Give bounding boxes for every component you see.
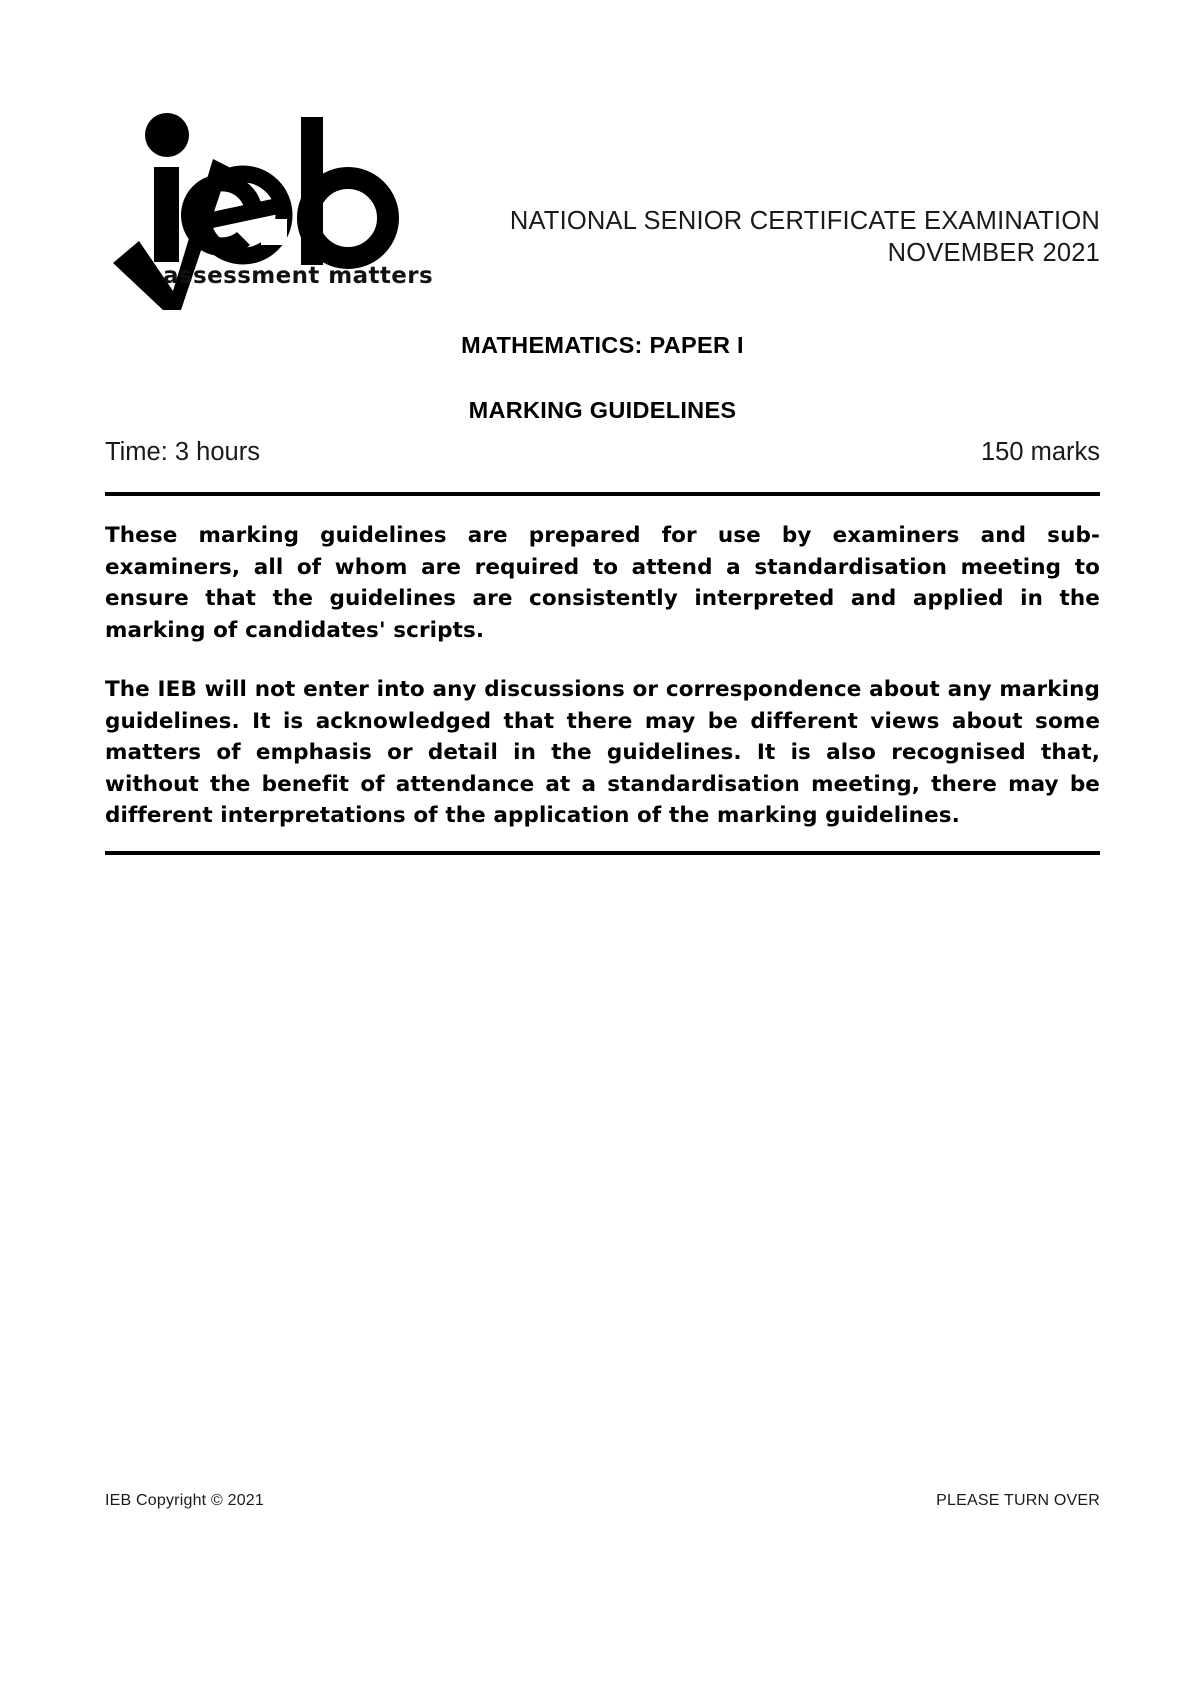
notice-paragraph-1: These marking guidelines are prepared for use by examiners and sub-examiners, all of whom are required to attend a standardisation meeting to ensure that the guidelines are consistently interpreted and applied in the marking of candidates' scripts.	[105, 523, 1100, 643]
horizontal-rule-top	[105, 492, 1100, 496]
ieb-logo	[105, 95, 434, 310]
marking-guidelines-notice	[105, 520, 1100, 832]
document-type-title: MARKING GUIDELINES	[468, 397, 737, 423]
document-header	[105, 95, 1100, 310]
exam-total-marks: 150 marks	[980, 438, 1100, 466]
notice-paragraph-2: The IEB will not enter into any discussions or correspondence about any marking guidelines. It is acknowledged that there may be different views about some matters of emphasis or detail in the guidelines. It is also recognised that, without the benefit of attendance at a standardisation meeting, there may be different interpretations of the application of the marking guidelines.	[105, 677, 1100, 828]
footer-copyright: IEB Copyright © 2021	[105, 1492, 264, 1509]
exam-meta-row	[105, 438, 1100, 467]
exam-header-lines	[510, 205, 1100, 269]
exam-authority-line: NATIONAL SENIOR CERTIFICATE EXAMINATION	[509, 207, 1100, 235]
exam-duration: Time: 3 hours	[105, 438, 260, 466]
footer-page-note: PLEASE TURN OVER	[936, 1492, 1100, 1509]
page-title: MATHEMATICS: PAPER I	[461, 332, 744, 358]
logo-tagline: assessment matters	[163, 263, 434, 289]
title-block	[105, 332, 1100, 424]
exam-session-line: NOVEMBER 2021	[887, 239, 1100, 267]
horizontal-rule-bottom	[105, 851, 1100, 855]
document-footer	[105, 1492, 1100, 1510]
